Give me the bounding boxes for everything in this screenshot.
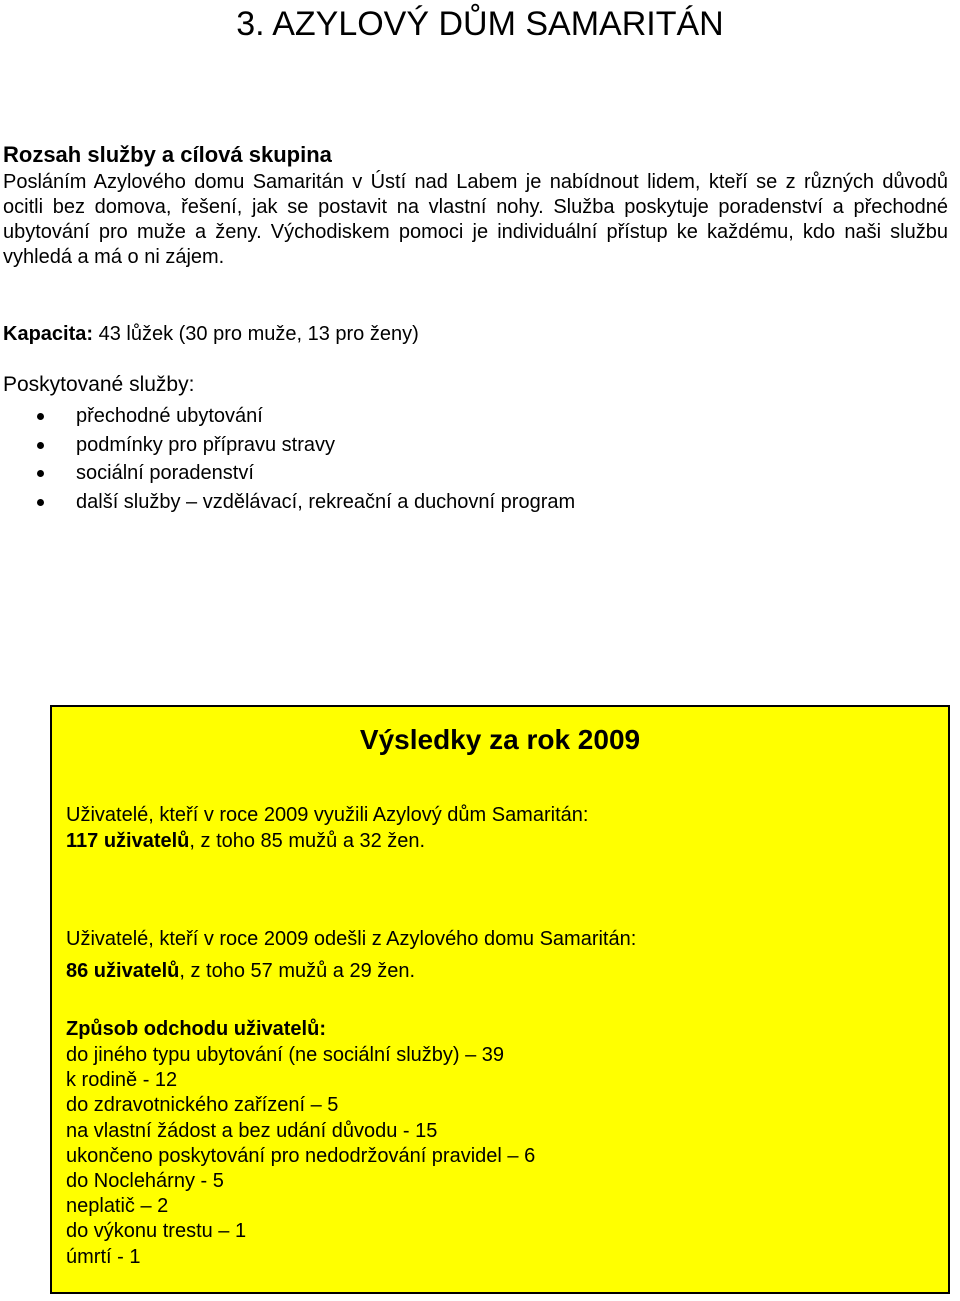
bullet-icon bbox=[37, 413, 44, 420]
left-detail: , z toho 57 mužů a 29 žen. bbox=[179, 960, 416, 982]
bullet-icon bbox=[37, 470, 44, 477]
departure-item: do Noclehárny - 5 bbox=[66, 1170, 224, 1193]
departure-item: k rodině - 12 bbox=[66, 1069, 178, 1092]
departure-item: do zdravotnického zařízení – 5 bbox=[66, 1094, 339, 1117]
departure-list bbox=[66, 1043, 535, 1270]
results-title: Výsledky za rok 2009 bbox=[359, 724, 641, 755]
scope-heading: Rozsah služby a cílová skupina bbox=[3, 142, 332, 167]
left-count: 86 uživatelů bbox=[66, 960, 180, 982]
bullet-icon bbox=[37, 499, 44, 506]
capacity-value: 43 lůžek (30 pro muže, 13 pro ženy) bbox=[93, 323, 419, 345]
services-list bbox=[0, 402, 575, 516]
used-detail: , z toho 85 mužů a 32 žen. bbox=[189, 830, 426, 852]
services-heading: Poskytované služby: bbox=[3, 373, 195, 396]
left-summary bbox=[66, 959, 415, 984]
bullet-icon bbox=[37, 442, 44, 449]
departure-item: do jiného typu ubytování (ne sociální služby) – 39 bbox=[66, 1044, 505, 1066]
departure-item: na vlastní žádost a bez udání důvodu - 15 bbox=[66, 1119, 438, 1142]
capacity-label: Kapacita: bbox=[3, 323, 94, 345]
service-item: podmínky pro přípravu stravy bbox=[0, 431, 575, 460]
used-summary bbox=[66, 829, 425, 854]
departure-item: neplatič – 2 bbox=[66, 1195, 169, 1218]
left-label: Uživatelé, kteří v roce 2009 odešli z Azylového domu Samaritán: bbox=[66, 928, 637, 950]
results-box bbox=[50, 705, 950, 1294]
mission-paragraph: Posláním Azylového domu Samaritán v Ústí nad Labem je nabídnout lidem, kteří se z různých důvodů ocitli bez domova, řešení, jak se postavit na vlastní nohy. Služba poskytuje poradenství a přechodné ubytování pro muže a ženy. Východiskem pomoci je individuální přístup ke každému, kdo naši službu vyhledá a má o ni zájem. bbox=[3, 171, 948, 268]
page-title: 3. AZYLOVÝ DŮM SAMARITÁN bbox=[236, 5, 724, 43]
used-label: Uživatelé, kteří v roce 2009 využili Azylový dům Samaritán: bbox=[66, 804, 589, 826]
service-item: přechodné ubytování bbox=[0, 402, 575, 431]
departure-item: úmrtí - 1 bbox=[66, 1245, 141, 1268]
service-item: sociální poradenství bbox=[0, 459, 575, 488]
departure-item: ukončeno poskytování pro nedodržování pravidel – 6 bbox=[66, 1144, 536, 1167]
departure-heading: Způsob odchodu uživatelů: bbox=[66, 1018, 326, 1040]
service-item: další služby – vzdělávací, rekreační a duchovní program bbox=[0, 488, 575, 517]
capacity-line bbox=[3, 322, 419, 347]
departure-item: do výkonu trestu – 1 bbox=[66, 1220, 247, 1243]
used-count: 117 uživatelů bbox=[66, 830, 190, 852]
